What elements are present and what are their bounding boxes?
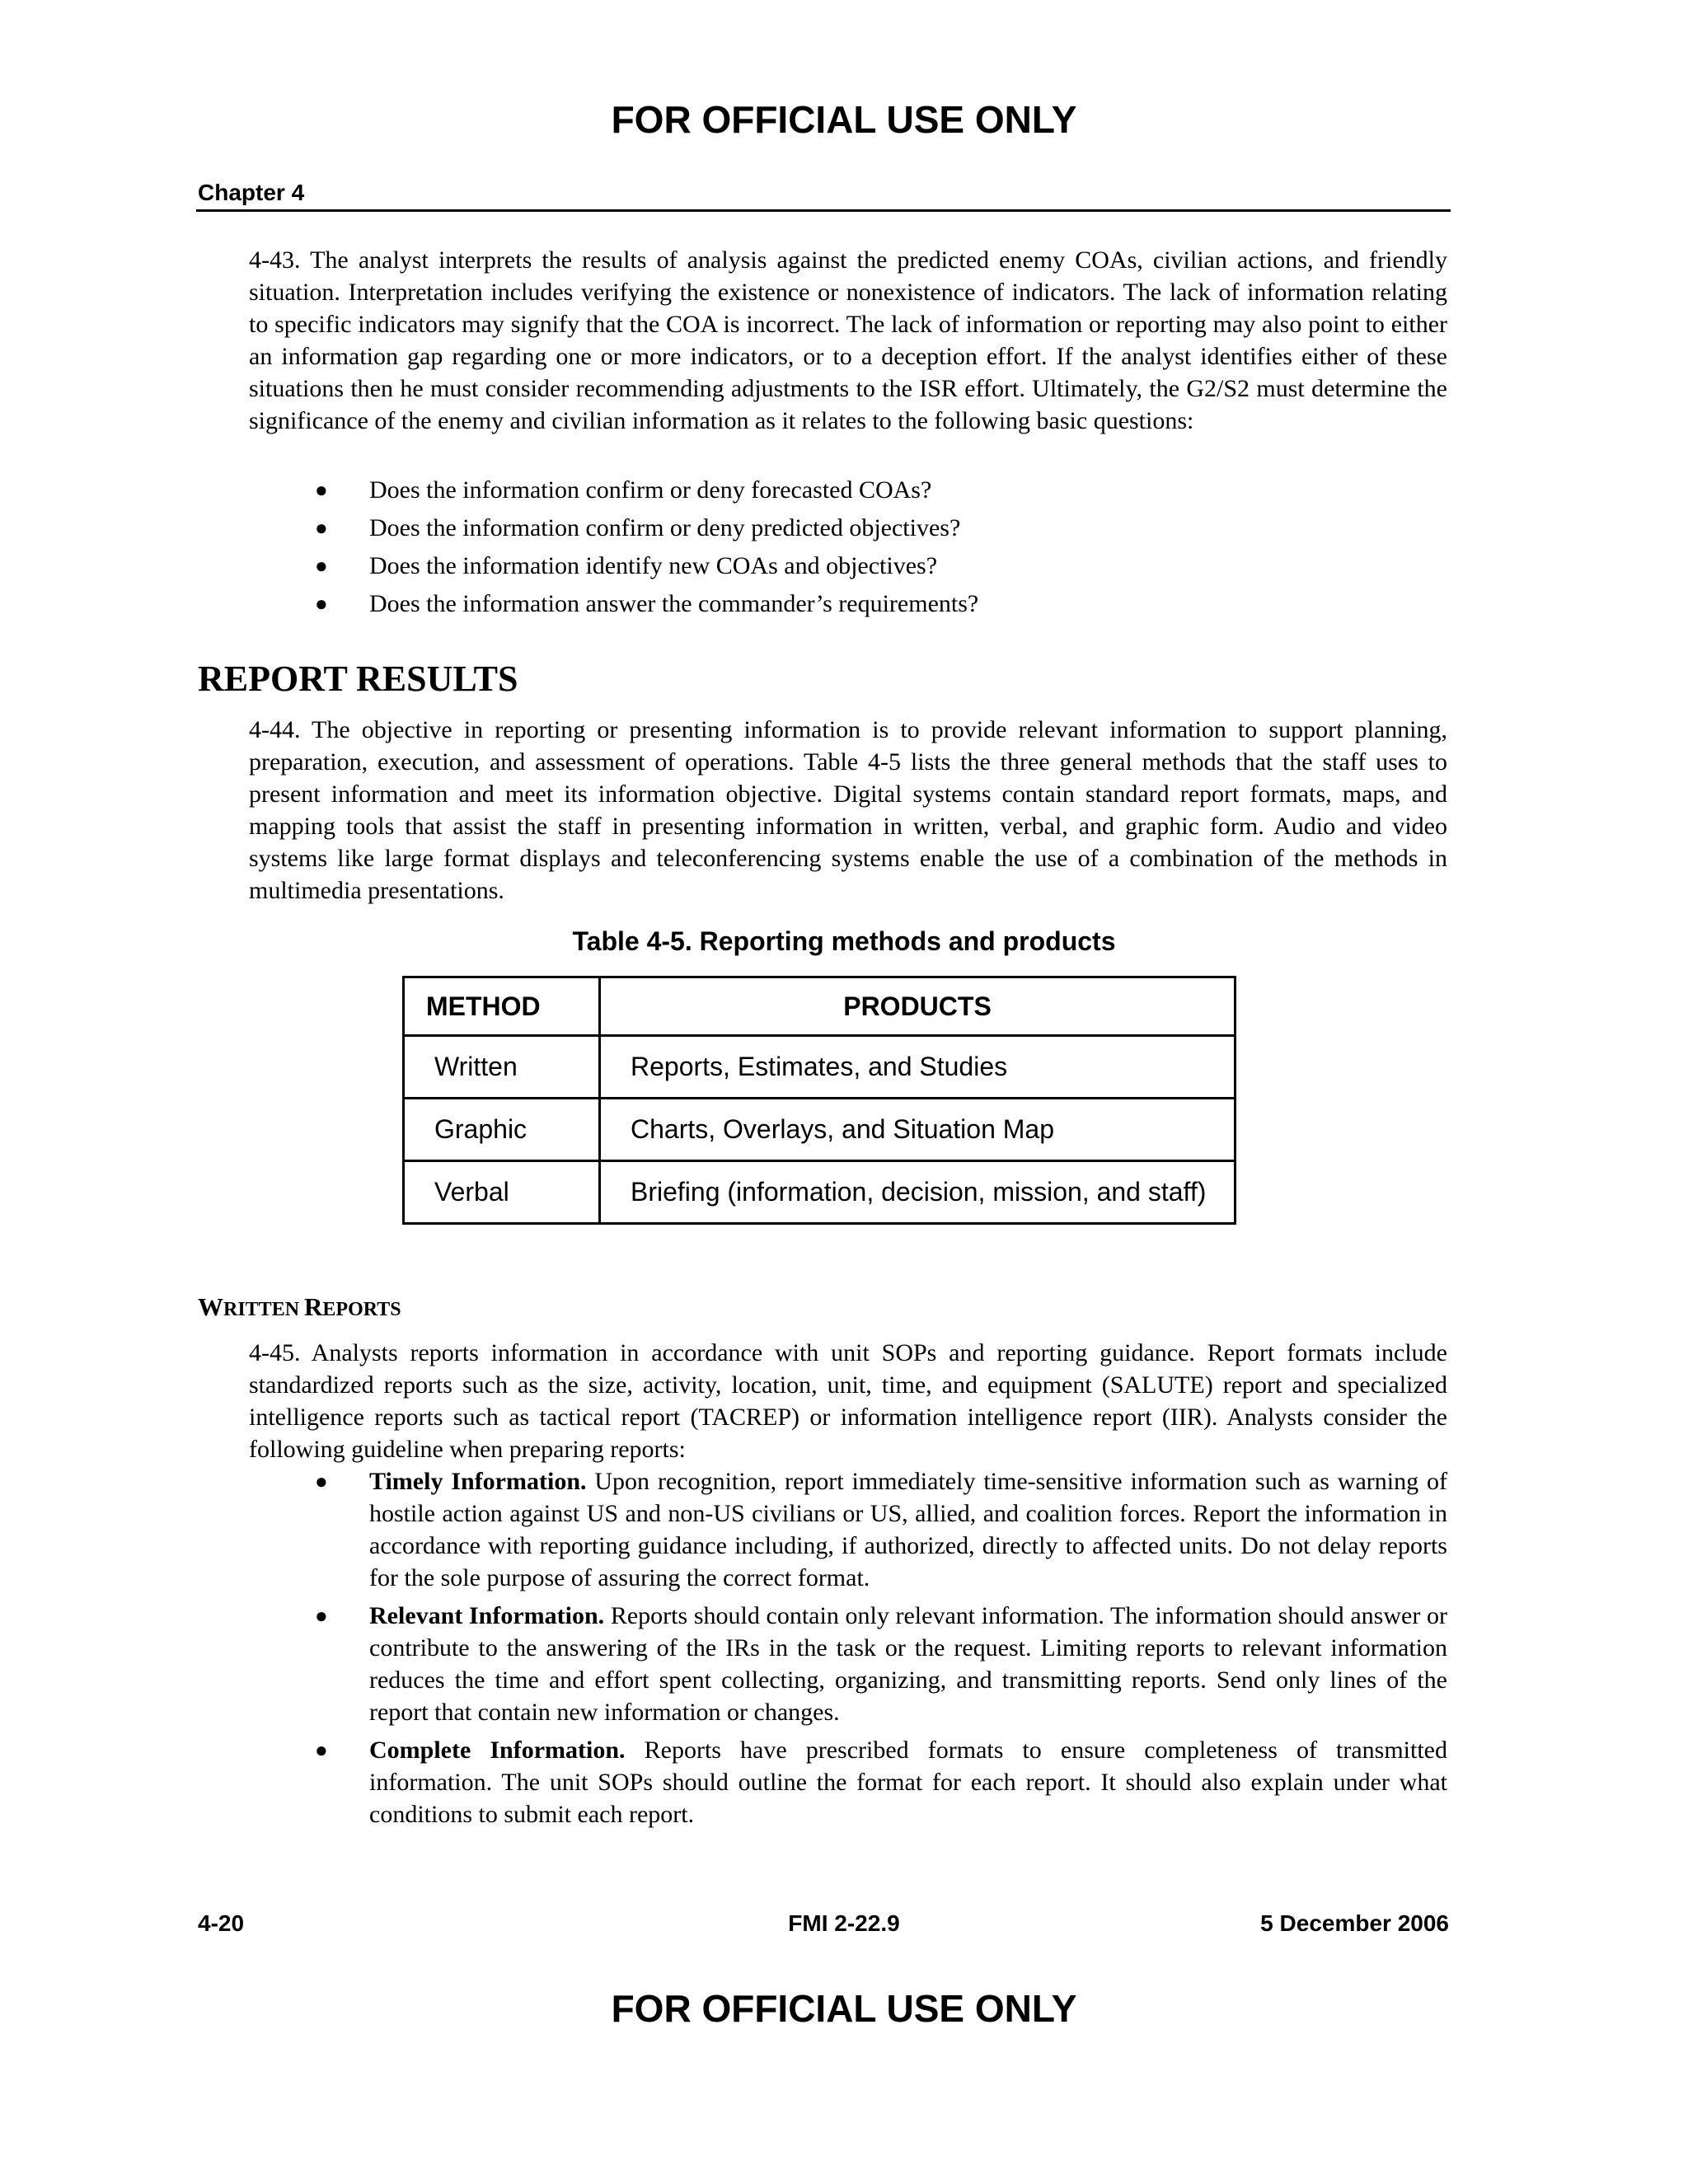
banner-bottom: FOR OFFICIAL USE ONLY [611, 1987, 1077, 2030]
bullet-icon: ● [315, 1469, 328, 1493]
bullet-term: Timely Information. [369, 1468, 587, 1495]
banner-top: FOR OFFICIAL USE ONLY [611, 98, 1077, 141]
bullet-term: Complete Information. [369, 1736, 626, 1764]
table-caption: Table 4-5. Reporting methods and products [572, 926, 1116, 956]
table-row [404, 1161, 1236, 1224]
footer-page-number: 4-20 [198, 1910, 245, 1936]
paragraph-4-44: 4-44. The objective in reporting or presenting information is to provide relevant information to support planning, preparation, execution, and assessment of operations. Table 4-5 lists the three general methods that the staff uses to present information and meet its information objective. Digital systems contain standard report formats, maps, and mapping tools that assist the staff in presenting information in written, verbal, and graphic form. Audio and video systems like large format displays and teleconferencing systems enable the use of a combination of the methods in multimedia presentations. [249, 716, 1447, 904]
column-header-products: PRODUCTS [600, 977, 1236, 1036]
bullet-icon: ● [315, 592, 328, 616]
bullet-icon: ● [315, 516, 328, 540]
section-heading-report-results: REPORT RESULTS [198, 658, 518, 699]
running-head-chapter: Chapter 4 [198, 180, 305, 205]
heading-smallcaps: EPORTS [322, 1299, 401, 1320]
paragraph-4-45: 4-45. Analysts reports information in accordance with unit SOPs and reporting guidance. Report formats include standardized reports such as the size, activity, location, unit, time, and equipment (SALUTE) report and specialized intelligence reports such as tactical report (TACREP) or information intelligence report (IIR). Analysts consider the following guideline when preparing reports: [249, 1339, 1447, 1463]
bullet-text: Does the information answer the commander’s requirements? [369, 590, 979, 617]
bullet-text: Does the information confirm or deny forecasted COAs? [369, 476, 932, 504]
bullet-text: Does the information identify new COAs and objectives? [369, 552, 938, 579]
footer-document-id: FMI 2-22.9 [788, 1910, 900, 1936]
list-item [249, 512, 1447, 544]
products-cell: Briefing (information, decision, mission, and staff) [600, 1161, 1236, 1224]
method-cell: Written [404, 1036, 600, 1099]
bullet-text: Does the information confirm or deny predicted objectives? [369, 514, 961, 541]
list-item [249, 1465, 1447, 1594]
section-heading-written-reports [198, 1292, 401, 1322]
heading-initial: R [304, 1292, 323, 1321]
bullet-icon: ● [315, 554, 328, 578]
bullet-text: Reports should contain only relevant information. The information should answer or contribute to the answering of the IRs in the task or the request. Limiting reports to relevant information reduces the time and effort spent collecting, organizing, and transmitting reports. Send only lines of the report that contain new information or changes. [369, 1602, 1447, 1726]
header-rule [196, 209, 1451, 212]
bullet-icon: ● [315, 478, 328, 502]
method-cell: Graphic [404, 1099, 600, 1161]
paragraph-4-43: 4-43. The analyst interprets the results of analysis against the predicted enemy COAs, civilian actions, and friendly situation. Interpretation includes verifying the existence or nonexistence of indicators. The lack of information relating to specific indicators may signify that the COA is incorrect. The lack of information or reporting may also point to either an information gap regarding one or more indicators, or to a deception effort. If the analyst identifies either of these situations then he must consider recommending adjustments to the ISR effort. Ultimately, the G2/S2 must determine the significance of the enemy and civilian information as it relates to the following basic questions: [249, 246, 1447, 434]
list-item [249, 1600, 1447, 1728]
column-header-method: METHOD [404, 977, 600, 1036]
products-cell: Reports, Estimates, and Studies [600, 1036, 1236, 1099]
method-cell: Verbal [404, 1161, 600, 1224]
list-item [249, 550, 1447, 582]
list-item [249, 474, 1447, 506]
list-item [249, 1734, 1447, 1830]
heading-smallcaps: RITTEN [223, 1299, 305, 1320]
bullet-list-guidelines [249, 1465, 1447, 1836]
bullet-icon: ● [315, 1738, 328, 1762]
footer-date: 5 December 2006 [1260, 1910, 1449, 1936]
table-header-row [404, 977, 1236, 1036]
bullet-icon: ● [315, 1604, 328, 1628]
table-row [404, 1099, 1236, 1161]
list-item [249, 588, 1447, 620]
products-cell: Charts, Overlays, and Situation Map [600, 1099, 1236, 1161]
reporting-methods-table [402, 976, 1236, 1225]
bullet-term: Relevant Information. [369, 1602, 605, 1629]
table-row [404, 1036, 1236, 1099]
bullet-list-questions [249, 474, 1447, 626]
bullet-text: Upon recognition, report immediately time-sensitive information such as warning of hostile action against US and non-US civilians or US, allied, and coalition forces. Report the information in accordance with reporting guidance including, if authorized, directly to affected units. Do not delay reports for the sole purpose of assuring the correct format. [369, 1468, 1447, 1591]
heading-initial: W [198, 1292, 223, 1321]
bullet-text: Reports have prescribed formats to ensure completeness of transmitted information. The unit SOPs should outline the format for each report. It should also explain under what conditions to submit each report. [369, 1736, 1447, 1828]
